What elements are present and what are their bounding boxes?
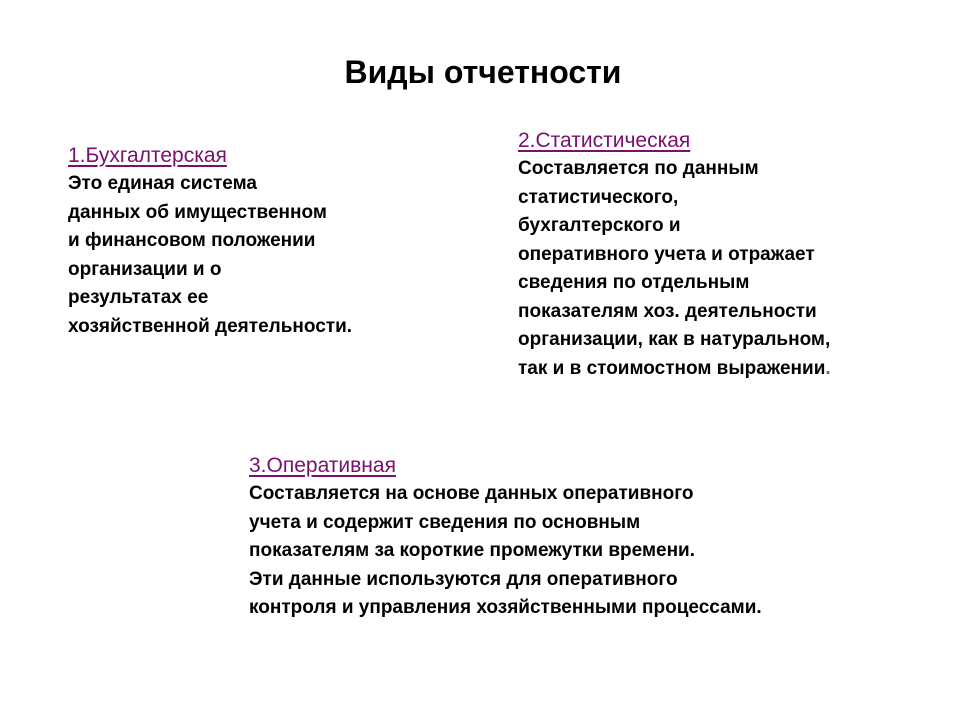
section-statistical-heading[interactable]: 2.Статистическая — [518, 129, 691, 152]
section-statistical-line: бухгалтерского и — [518, 215, 681, 236]
section-accounting-line: хозяйственной деятельности. — [68, 315, 353, 337]
section-statistical-line: организации, как в натуральном, — [518, 329, 831, 350]
section-statistical-line: статистического, — [518, 186, 679, 208]
section-statistical-line: показателям хоз. деятельности — [518, 300, 817, 322]
section-accounting-line: данных об имущественном — [68, 201, 327, 223]
section-accounting-line: и финансовом положении — [68, 230, 316, 251]
section-operational-line: контроля и управления хозяйственными процессами. — [249, 597, 762, 618]
section-accounting — [68, 142, 352, 341]
section-operational — [249, 452, 762, 623]
section-accounting-heading[interactable]: 1.Бухгалтерская — [68, 144, 227, 167]
section-statistical-line: оперативного учета и отражает — [518, 243, 815, 265]
section-accounting-line: организации и о — [68, 258, 222, 280]
section-operational-line: Составляется на основе данных оперативного — [249, 483, 694, 504]
section-statistical — [518, 127, 831, 383]
section-accounting-line: Это единая система — [68, 173, 257, 194]
section-statistical-line-text: так и в стоимостном выражении — [518, 357, 826, 379]
section-statistical-line-last — [518, 355, 831, 384]
section-statistical-line: сведения по отдельным — [518, 272, 750, 293]
trailing-period-mark: . — [825, 357, 831, 379]
slide-title: Виды отчетности — [344, 54, 622, 90]
section-operational-line: Эти данные используются для оперативного — [249, 568, 678, 590]
section-operational-line: учета и содержит сведения по основным — [249, 511, 641, 533]
section-operational-line: показателям за короткие промежутки времени. — [249, 540, 696, 561]
section-operational-heading[interactable]: 3.Оперативная — [249, 454, 396, 477]
section-accounting-line: результатах ее — [68, 287, 209, 308]
section-statistical-line: Составляется по данным — [518, 158, 759, 179]
